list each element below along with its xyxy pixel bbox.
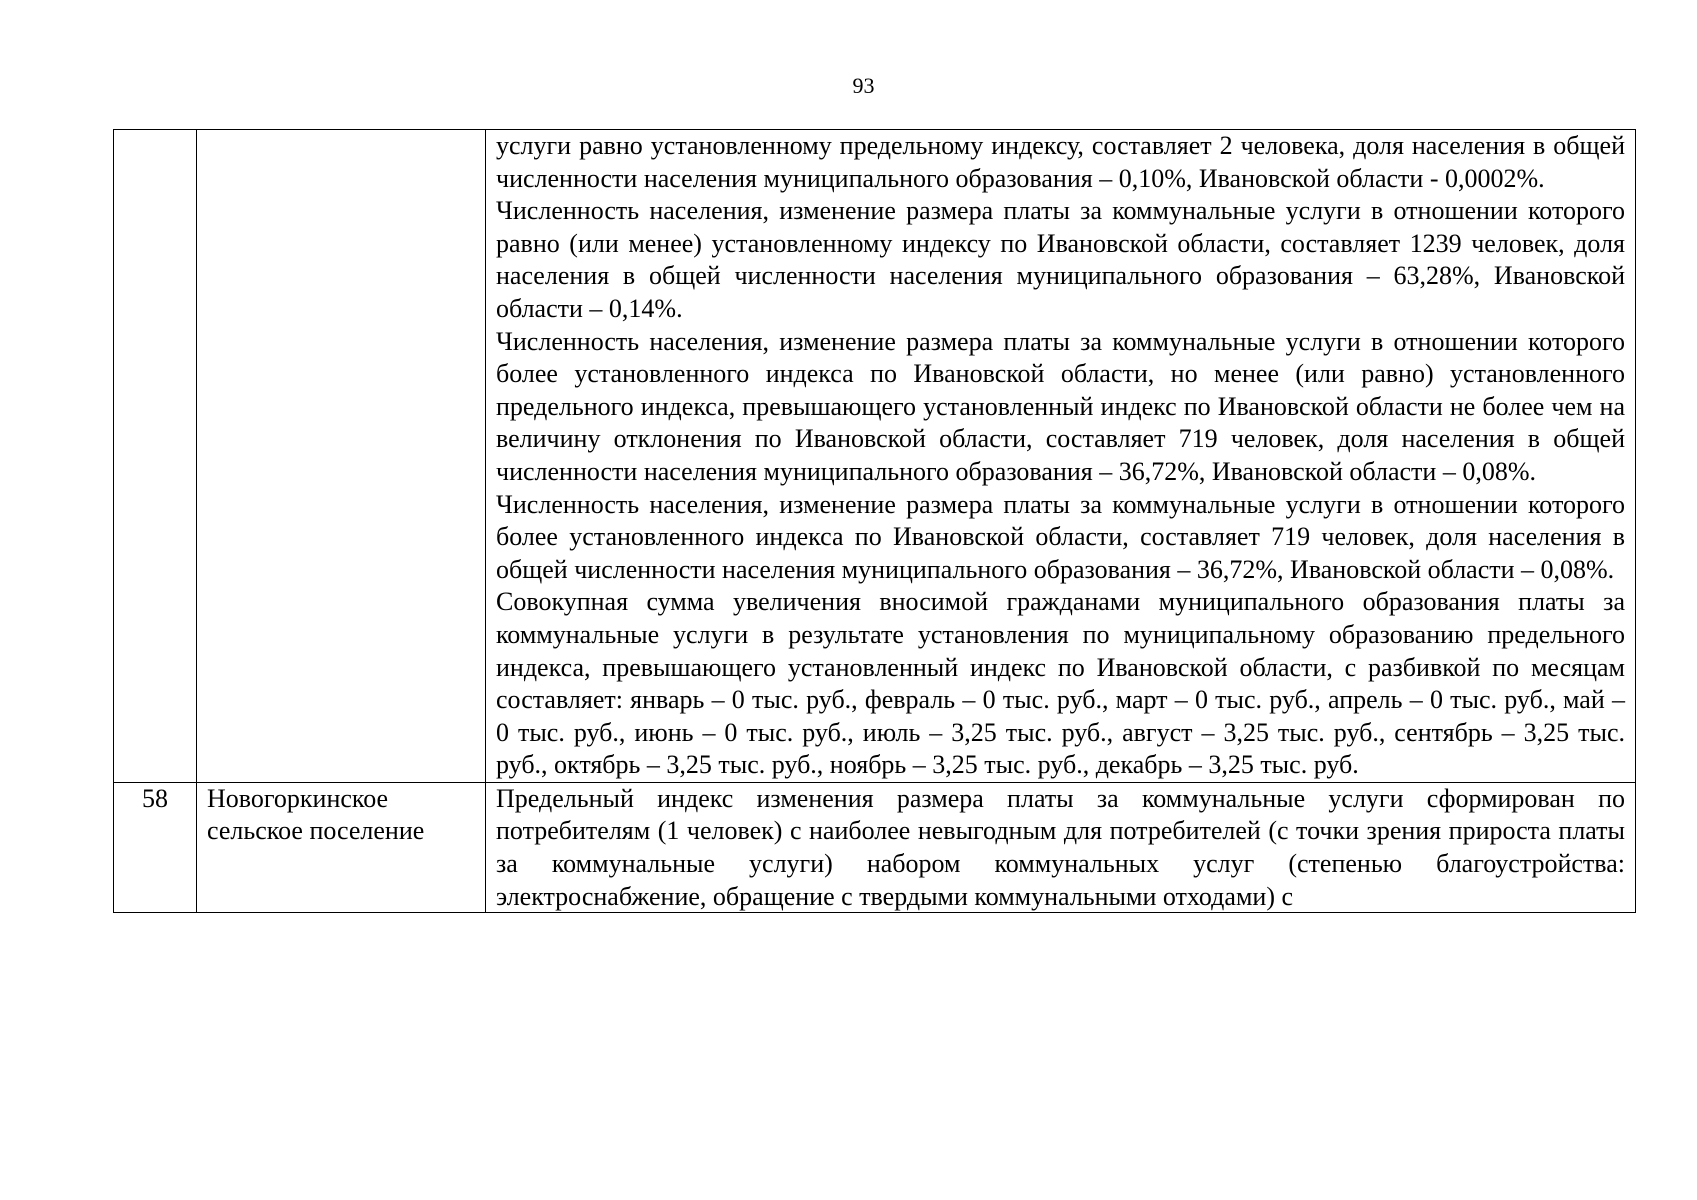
page-number: 93 xyxy=(852,73,875,98)
row-number-cell xyxy=(114,130,197,783)
row-number-cell: 58 xyxy=(114,782,197,912)
table-row xyxy=(114,782,1636,912)
description-paragraph: услуги равно установленному предельному индексу, составляет 2 человека, доля населения в общей численности населения муниципального образования – 0,10%, Ивановской области - 0,0002%. xyxy=(496,131,1625,193)
municipal-index-table xyxy=(113,129,1636,913)
description-paragraph: Численность населения, изменение размера платы за коммунальные услуги в отношении которого равно (или менее) установленному индексу по Ивановской области, составляет 1239 человек, доля населения в общей численности населения муниципального образования – 63,28%, Ивановской области – 0,14%. xyxy=(496,196,1625,323)
description-paragraph: Совокупная сумма увеличения вносимой гражданами муниципального образования платы за коммунальные услуги в результате установления по муниципальному образованию предельного индекса, превышающего установленный индекс по Ивановской области, с разбивкой по месяцам составляет: январь – 0 тыс. руб., февраль – 0 тыс. руб., март – 0 тыс. руб., апрель – 0 тыс. руб., май – 0 тыс. руб., июнь – 0 тыс. руб., июль – 3,25 тыс. руб., август – 3,25 тыс. руб., сентябрь – 3,25 тыс. руб., октябрь – 3,25 тыс. руб., ноябрь – 3,25 тыс. руб., декабрь – 3,25 тыс. руб. xyxy=(496,587,1625,780)
description-paragraph: Предельный индекс изменения размера платы за коммунальные услуги сформирован по потребителям (1 человек) с наиболее невыгодным для потребителей (с точки зрения прироста платы за коммунальные услуги) набором коммунальных услуг (степенью благоустройства: электроснабжение, обращение с твердыми коммунальными отходами) с xyxy=(496,783,1625,911)
description-clip xyxy=(496,783,1625,912)
table-row xyxy=(114,130,1636,783)
description-cell xyxy=(486,130,1636,783)
municipality-name-cell xyxy=(197,130,486,783)
description-paragraph: Численность населения, изменение размера платы за коммунальные услуги в отношении которого более установленного индекса по Ивановской области, но менее (или равно) установленного предельного индекса, превышающего установленный индекс по Ивановской области не более чем на величину отклонения по Ивановской области, составляет 719 человек, доля населения в общей численности населения муниципального образования – 36,72%, Ивановской области – 0,08%. xyxy=(496,326,1625,486)
municipality-name-cell: Новогоркинское сельское поселение xyxy=(197,782,486,912)
description-paragraph: Численность населения, изменение размера платы за коммунальные услуги в отношении которого более установленного индекса по Ивановской области, составляет 719 человек, доля населения в общей численности населения муниципального образования – 36,72%, Ивановской области – 0,08%. xyxy=(496,489,1625,584)
description-cell xyxy=(486,782,1636,912)
